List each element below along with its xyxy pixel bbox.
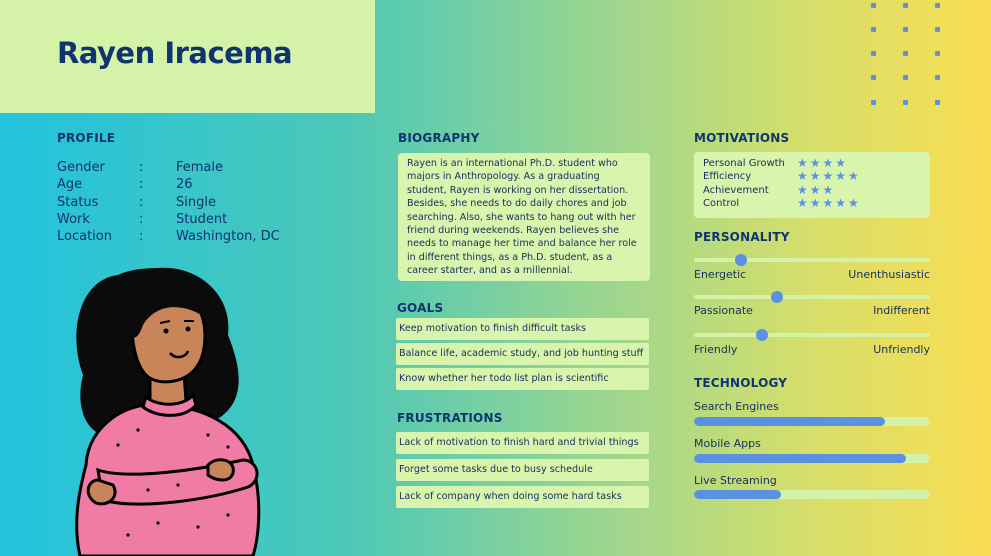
technology-bar-fill bbox=[694, 454, 906, 463]
goal-item: Balance life, academic study, and job hunting stuff bbox=[396, 343, 649, 365]
biography-heading: BIOGRAPHY bbox=[398, 131, 480, 145]
profile-label: Gender bbox=[57, 160, 105, 175]
profile-value: Female bbox=[176, 160, 224, 175]
trait-right-label: Indifferent bbox=[873, 304, 930, 317]
profile-list bbox=[57, 159, 280, 245]
motivations-heading: MOTIVATIONS bbox=[694, 131, 790, 145]
star-rating-icon: ★★★★ bbox=[797, 156, 849, 170]
personality-heading: PERSONALITY bbox=[694, 230, 790, 244]
persona-name: Rayen Iracema bbox=[57, 36, 293, 70]
profile-label: Work bbox=[57, 211, 90, 227]
personality-slider bbox=[694, 333, 930, 337]
frustration-item: Forget some tasks due to busy schedule bbox=[396, 459, 649, 481]
goals-heading: GOALS bbox=[397, 301, 444, 315]
profile-row-age bbox=[57, 176, 280, 193]
profile-value: 26 bbox=[176, 177, 193, 193]
motivation-label: Personal Growth bbox=[703, 158, 785, 169]
woman-avatar-icon bbox=[76, 268, 258, 556]
technology-label: Search Engines bbox=[694, 400, 779, 413]
technology-bar bbox=[694, 417, 930, 426]
star-rating-icon: ★★★ bbox=[797, 182, 836, 197]
profile-row-location bbox=[57, 228, 280, 245]
trait-right-label: Unfriendly bbox=[873, 343, 930, 356]
avatar bbox=[58, 265, 273, 556]
profile-separator: : bbox=[139, 177, 144, 193]
slider-knob bbox=[756, 329, 768, 341]
technology-heading: TECHNOLOGY bbox=[694, 376, 788, 390]
trait-left-label: Energetic bbox=[694, 268, 747, 281]
profile-value: Student bbox=[176, 211, 228, 227]
star-rating-icon: ★★★★★ bbox=[797, 169, 861, 184]
profile-separator: : bbox=[139, 211, 144, 227]
motivation-row bbox=[703, 197, 921, 210]
trait-right-label: Unenthusiastic bbox=[848, 268, 930, 281]
motivation-row bbox=[703, 157, 921, 170]
profile-label: Age bbox=[57, 177, 83, 193]
profile-separator: : bbox=[139, 229, 144, 245]
frustrations-heading: FRUSTRATIONS bbox=[397, 411, 503, 425]
technology-label: Mobile Apps bbox=[694, 437, 761, 450]
goal-item: Keep motivation to finish difficult tasks bbox=[396, 318, 649, 340]
motivation-label: Achievement bbox=[703, 184, 769, 196]
profile-separator: : bbox=[139, 160, 144, 175]
goal-item: Know whether her todo list plan is scientific bbox=[396, 368, 649, 390]
motivation-row bbox=[703, 170, 921, 183]
trait-left-label: Friendly bbox=[694, 343, 738, 356]
slider-knob bbox=[735, 254, 747, 266]
personality-slider bbox=[694, 295, 930, 299]
technology-label: Live Streaming bbox=[694, 474, 777, 487]
motivation-row bbox=[703, 184, 921, 197]
slider-knob bbox=[771, 291, 783, 303]
profile-row-status bbox=[57, 194, 280, 211]
motivations-card bbox=[694, 152, 930, 218]
title-panel bbox=[0, 0, 375, 113]
profile-row-gender bbox=[57, 159, 280, 176]
star-rating-icon: ★★★★★ bbox=[797, 196, 861, 211]
technology-bar-fill bbox=[694, 490, 781, 499]
personality-slider bbox=[694, 258, 930, 262]
technology-bar-fill bbox=[694, 417, 885, 426]
profile-label: Location bbox=[57, 229, 112, 245]
profile-separator: : bbox=[139, 194, 144, 210]
profile-label: Status bbox=[57, 194, 99, 210]
biography-text: Rayen is an international Ph.D. student who majors in Anthropology. As a graduating student, Rayen is working on her dissertation. Besides, she needs to do daily chores and job searching. Also, she wants to hang out with her friend during weekends. Rayen believes she needs to manage her time and balance her role in different things, as a Ph.D. student, as a career starter, and as a millennial. bbox=[398, 153, 650, 281]
frustration-item: Lack of motivation to finish hard and trivial things bbox=[396, 432, 649, 454]
motivation-label: Control bbox=[703, 198, 740, 210]
frustration-item: Lack of company when doing some hard tasks bbox=[396, 486, 649, 508]
technology-bar bbox=[694, 490, 930, 499]
profile-row-work bbox=[57, 211, 280, 228]
profile-heading: PROFILE bbox=[57, 131, 116, 145]
decorative-dot-grid bbox=[871, 0, 961, 112]
profile-value: Washington, DC bbox=[176, 229, 280, 245]
profile-value: Single bbox=[176, 194, 216, 210]
trait-left-label: Passionate bbox=[694, 304, 753, 317]
motivation-label: Efficiency bbox=[703, 171, 752, 183]
technology-bar bbox=[694, 454, 930, 463]
